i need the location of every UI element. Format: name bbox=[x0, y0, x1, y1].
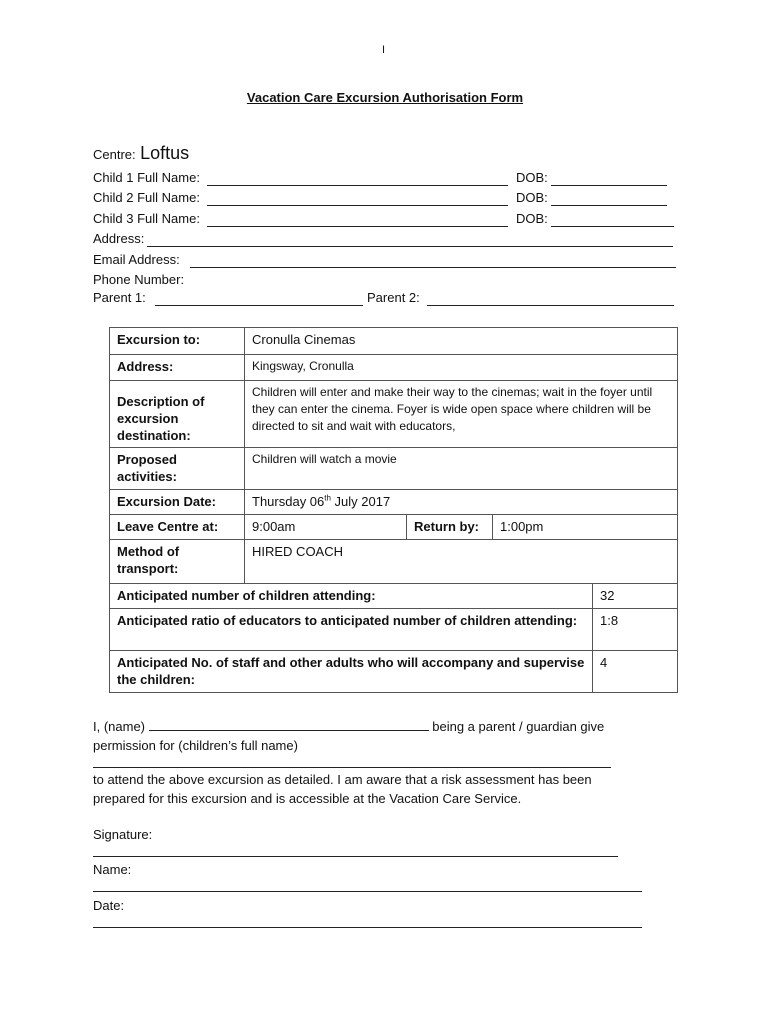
leave-centre-label: Leave Centre at: bbox=[110, 515, 245, 540]
address-label: Address: bbox=[93, 231, 145, 246]
child-2-dob-field[interactable] bbox=[551, 205, 667, 206]
parent-1-field[interactable] bbox=[155, 305, 363, 306]
transport-label: Method of transport: bbox=[110, 540, 245, 584]
table-row bbox=[110, 448, 678, 490]
page-number: I bbox=[382, 44, 386, 56]
table-row bbox=[110, 328, 678, 355]
child-3-dob-field[interactable] bbox=[551, 226, 674, 227]
name-field[interactable] bbox=[93, 891, 642, 892]
child-1-name-label: Child 1 Full Name: bbox=[93, 170, 200, 185]
email-field[interactable] bbox=[190, 267, 676, 268]
table-row bbox=[110, 540, 678, 584]
child-3-dob-label: DOB: bbox=[516, 211, 548, 226]
consent-line-3: to attend the above excursion as detailed. I am aware that a risk assessment has been bbox=[93, 772, 592, 787]
consent-line-2: permission for (children’s full name) bbox=[93, 738, 298, 753]
excursion-address-value: Kingsway, Cronulla bbox=[245, 355, 678, 381]
staff-label: Anticipated No. of staff and other adults who will accompany and supervise the children: bbox=[110, 651, 593, 693]
return-by-value: 1:00pm bbox=[493, 515, 678, 540]
ratio-label: Anticipated ratio of educators to anticipated number of children attending: bbox=[110, 609, 593, 651]
parent-2-label: Parent 2: bbox=[367, 290, 420, 305]
return-by-label: Return by: bbox=[407, 515, 493, 540]
child-2-name-label: Child 2 Full Name: bbox=[93, 190, 200, 205]
excursion-address-label: Address: bbox=[110, 355, 245, 381]
leave-centre-value: 9:00am bbox=[245, 515, 407, 540]
address-field[interactable] bbox=[147, 246, 673, 247]
date-prefix: Thursday 06 bbox=[252, 494, 325, 509]
consent-line-1 bbox=[93, 717, 604, 736]
child-2-name-field[interactable] bbox=[207, 205, 508, 206]
excursion-to-value: Cronulla Cinemas bbox=[245, 328, 678, 355]
consent-name-field[interactable] bbox=[149, 717, 429, 731]
description-label: Description of excursion destination: bbox=[110, 381, 245, 448]
table-row bbox=[110, 355, 678, 381]
consent-line-4: prepared for this excursion and is accessible at the Vacation Care Service. bbox=[93, 791, 522, 806]
children-names-field[interactable] bbox=[93, 767, 611, 768]
signature-field[interactable] bbox=[93, 856, 618, 857]
centre-row bbox=[93, 143, 189, 164]
child-2-dob-label: DOB: bbox=[516, 190, 548, 205]
parent-1-label: Parent 1: bbox=[93, 290, 146, 305]
date-suffix: July 2017 bbox=[330, 494, 391, 509]
consent-name-prefix: I, (name) bbox=[93, 719, 146, 734]
consent-name-suffix: being a parent / guardian give bbox=[432, 719, 605, 734]
form-title: Vacation Care Excursion Authorisation Form bbox=[246, 90, 524, 105]
date-label: Date: bbox=[93, 898, 125, 913]
excursion-to-label: Excursion to: bbox=[110, 328, 245, 355]
child-1-dob-label: DOB: bbox=[516, 170, 548, 185]
table-row bbox=[110, 609, 678, 651]
description-value: Children will enter and make their way to the cinemas; wait in the foyer until they can enter the cinema. Foyer is wide open space where children will be directed to sit and wait with educators, bbox=[245, 381, 678, 448]
activities-value: Children will watch a movie bbox=[245, 448, 678, 490]
staff-value: 4 bbox=[593, 651, 678, 693]
name-label: Name: bbox=[93, 862, 132, 877]
date-field[interactable] bbox=[93, 927, 642, 928]
excursion-date-value bbox=[245, 490, 678, 515]
activities-label: Proposed activities: bbox=[110, 448, 245, 490]
table-row bbox=[110, 651, 678, 693]
child-1-dob-field[interactable] bbox=[551, 185, 667, 186]
excursion-date-label: Excursion Date: bbox=[110, 490, 245, 515]
children-count-label: Anticipated number of children attending: bbox=[110, 584, 593, 609]
table-row bbox=[110, 490, 678, 515]
child-3-name-field[interactable] bbox=[207, 226, 508, 227]
centre-value: Loftus bbox=[140, 143, 190, 163]
transport-value: HIRED COACH bbox=[245, 540, 678, 584]
table-row bbox=[110, 381, 678, 448]
parent-2-field[interactable] bbox=[427, 305, 674, 306]
child-1-name-field[interactable] bbox=[207, 185, 508, 186]
excursion-details-table bbox=[109, 327, 678, 693]
child-3-name-label: Child 3 Full Name: bbox=[93, 211, 200, 226]
ratio-value: 1:8 bbox=[593, 609, 678, 651]
children-count-value: 32 bbox=[593, 584, 678, 609]
table-row bbox=[110, 515, 678, 540]
signature-label: Signature: bbox=[93, 827, 153, 842]
phone-label: Phone Number: bbox=[93, 272, 185, 287]
centre-label: Centre: bbox=[93, 147, 136, 162]
table-row bbox=[110, 584, 678, 609]
email-label: Email Address: bbox=[93, 252, 180, 267]
date-suffix-sup: th bbox=[324, 493, 331, 503]
